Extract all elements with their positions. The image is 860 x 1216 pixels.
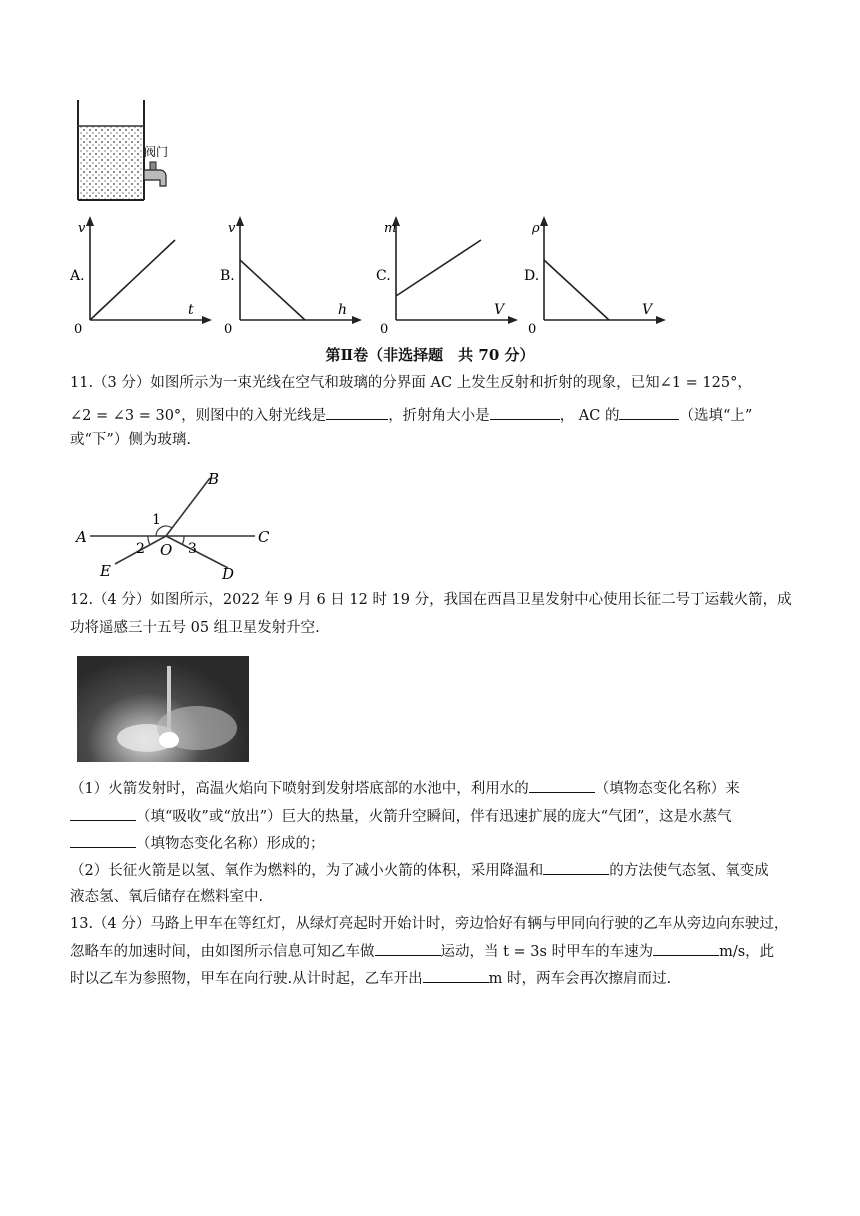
answer-blank-phase-change-2[interactable] [70,833,136,848]
answer-blank-glass-side[interactable] [619,405,679,420]
label-angle-2: 2 [136,541,145,557]
graph-option-2 [220,214,370,334]
valve-label: 阀门 [144,145,169,159]
graph-option-1 [70,214,220,334]
answer-blank-distance[interactable] [423,968,489,983]
y-axis-label: v [78,221,86,236]
origin-label: 0 [74,322,83,334]
y-axis-label: m [384,221,397,236]
q12-p4: （2）长征火箭是以氢、氧作为燃料的，为了减小火箭的体积，采用降温和 的方法使气态氢、氧变成 [70,860,769,881]
graph-option-4 [524,214,674,334]
answer-blank-absorb-release[interactable] [70,806,136,821]
label-E: E [100,562,111,580]
y-arrow-icon [540,216,548,226]
origin-label: 0 [380,322,389,334]
graph-option-3 [376,214,526,334]
label-D: D [222,565,235,583]
origin-label: 0 [224,322,233,334]
q12-p2: （填“吸收”或“放出”）巨大的热量，火箭升空瞬间，伴有迅速扩展的庞大“气团”，这是水蒸气 [70,806,731,827]
answer-blank-refraction-angle[interactable] [490,405,560,420]
q13-line2: 忽略车的加速时间，由如图所示信息可知乙车做 运动，当 t = 3s 时甲车的车速为 m/s，此 [70,941,774,962]
label-C: C [258,528,270,546]
graph-line [396,240,481,296]
x-arrow-icon [352,316,362,324]
label-angle-3: 3 [188,541,197,557]
section-title: 第Ⅱ卷（非选择题 共 70 分） [325,346,535,364]
y-arrow-icon [86,216,94,226]
label-O: O [160,541,173,559]
y-arrow-icon [236,216,244,226]
x-axis-label: V [642,302,653,318]
x-arrow-icon [656,316,666,324]
y-axis-label: ρ [532,221,540,236]
q13-line1: 13.（4 分）马路上甲车在等红灯，从绿灯亮起时开始计时，旁边恰好有辆与甲同向行驶的乙车从旁边向东驶过， [70,916,789,932]
q12-p1: （1）火箭发射时，高温火焰向下喷射到发射塔底部的水池中，利用水的 （填物态变化名称）来 [70,778,740,799]
x-arrow-icon [202,316,212,324]
q12-p5: 液态氢、氧后储存在燃料室中. [70,889,264,905]
answer-blank-method[interactable] [543,860,609,875]
label-B: B [208,470,220,488]
y-axis-label: v [228,221,236,236]
option-label: B. [220,268,235,284]
q11-line3: 或“下”）侧为玻璃. [70,432,191,448]
origin-label: 0 [528,322,537,334]
x-axis-label: h [338,302,348,318]
rocket-launch-photo [77,656,249,762]
graph-line [544,260,609,320]
q11-line2: ∠2 = ∠3 = 30°，则图中的入射光线是 ，折射角大小是 ， AC 的 （选填“上” [70,405,752,426]
answer-blank-incident-ray[interactable] [326,405,388,420]
rocket-launch-image [77,656,249,762]
label-angle-1: 1 [152,512,161,528]
answer-blank-speed[interactable] [653,941,719,956]
q12-p3: （填物态变化名称）形成的； [70,833,325,854]
light-reflection-diagram [70,466,280,584]
q10-graphs [70,214,653,334]
x-axis-label: t [188,302,194,318]
option-label: A. [70,268,85,284]
q11-line1: 11.（3 分）如图所示为一束光线在空气和玻璃的分界面 AC 上发生反射和折射的现象，已知∠1 = 125°， [70,375,752,391]
answer-blank-phase-change-1[interactable] [529,778,595,793]
option-label: C. [376,268,391,284]
x-axis-label: V [494,302,505,318]
x-arrow-icon [508,316,518,324]
option-label: D. [524,268,540,284]
graph-line [240,260,305,320]
q12-line1: 12.（4 分）如图所示，2022 年 9 月 6 日 12 时 19 分，我国在西昌卫星发射中心使用长征二号丁运载火箭，成 [70,592,792,608]
q13-line3: 时以乙车为参照物，甲车在向行驶.从计时起，乙车开出 m 时，两车会再次擦肩而过. [70,968,671,989]
q12-line2: 功将遥感三十五号 05 组卫星发射升空. [70,620,320,636]
label-A: A [76,528,87,546]
graph-line [90,240,175,320]
answer-blank-motion-type[interactable] [375,941,441,956]
water-tank-figure [70,98,190,208]
